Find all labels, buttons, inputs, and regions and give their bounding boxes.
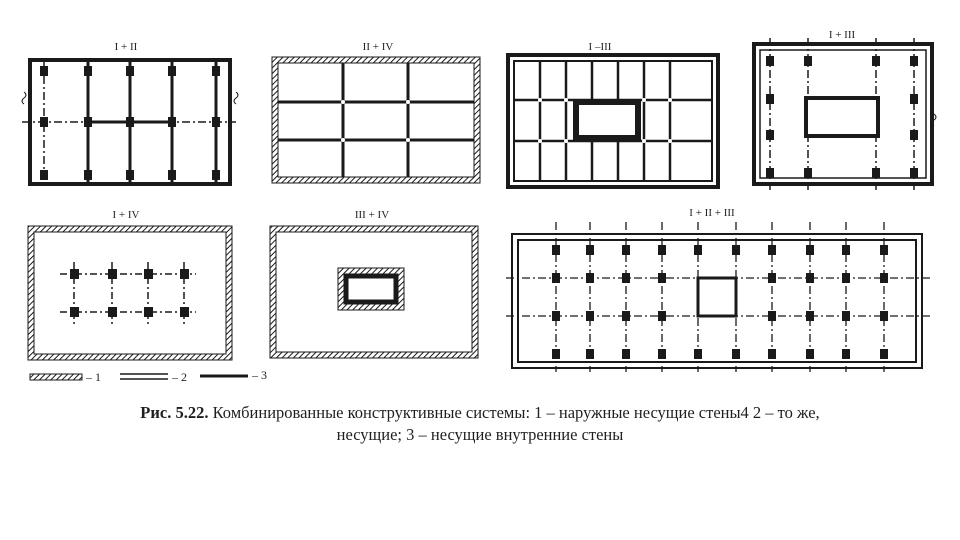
plan-i-plus-iv [28, 209, 232, 360]
caption-line-1 [0, 402, 960, 424]
plan-i-iii [508, 41, 718, 187]
outer-wall [278, 63, 474, 177]
legend-item-3 [200, 368, 267, 382]
plan-i-ii [22, 41, 238, 184]
outer-wall [34, 232, 226, 354]
caption-text-1: Комбинированные конструктивные системы: 1 – наружные несущие стены4 2 – то же, [212, 403, 820, 422]
plan-label: I + II [114, 41, 138, 53]
core [806, 98, 878, 136]
plan-i-plus-iii [754, 29, 936, 190]
legend-text: – 3 [252, 368, 267, 382]
caption-line-2: несущие; 3 – несущие внутренние стены [336, 425, 624, 444]
legend [30, 368, 267, 384]
caption-label: Рис. 5.22. [140, 403, 209, 422]
plan-label: II + IV [362, 41, 394, 53]
core [576, 102, 638, 138]
plan-label: I –III [588, 41, 612, 53]
plan-label: I + III [828, 29, 856, 41]
plan-iii-plus-iv [270, 209, 478, 358]
legend-item-1 [30, 370, 101, 384]
figure-caption [0, 402, 960, 446]
legend-text: – 2 [172, 370, 187, 384]
legend-swatch-hatched [30, 374, 82, 380]
plan-i-ii-iii [506, 207, 932, 372]
legend-item-2 [120, 370, 187, 384]
plan-ii-iv [272, 41, 480, 183]
plan-label: I + II + III [689, 207, 735, 219]
core [698, 278, 736, 316]
legend-text: – 1 [86, 370, 101, 384]
plan-label: III + IV [354, 209, 390, 221]
plan-label: I + IV [112, 209, 140, 221]
